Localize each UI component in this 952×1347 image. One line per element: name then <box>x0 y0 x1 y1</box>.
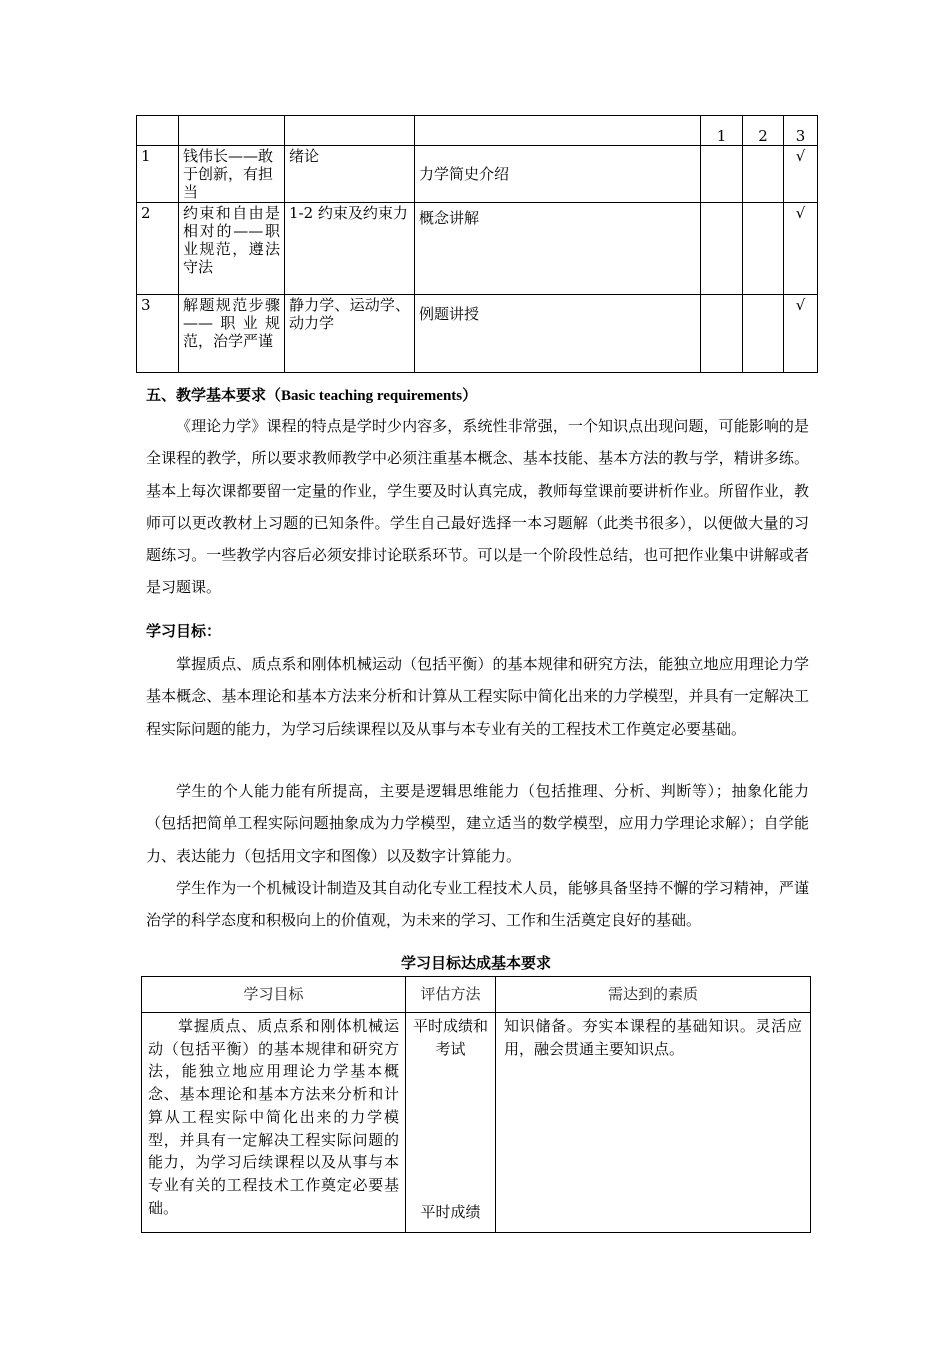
ideology-theme: 约束和自由是相对的——职业规范，遵法守法 <box>179 203 285 295</box>
header-cell: 学习目标 <box>142 977 406 1013</box>
ideology-theme: 解题规范步骤——职业规范，治学严谨 <box>179 295 285 373</box>
header-cell <box>415 116 701 146</box>
teaching-requirements-paragraph: 《理论力学》课程的特点是学时少内容多，系统性非常强，一个知识点出现问题，可能影响的是全课程的教学，所以要求教师教学中必须注重基本概念、基本技能、基本方法的教与学，精讲多练。基本上每次课都要留一定量的作业，学生要及时认真完成，教师每堂课前要讲析作业。所留作业，教师可以更改教材上习题的已知条件。学生自己最好选择一本习题解（此类书很多），以便做大量的习题练习。一些教学内容后必须安排讨论联系环节。可以是一个阶段性总结，也可把作业集中讲解或者是习题课。 <box>146 417 809 597</box>
ideology-theme: 钱伟长——敢于创新，有担当 <box>179 146 285 203</box>
chapter: 绪论 <box>285 146 415 203</box>
header-cell: 评估方法 <box>406 977 496 1013</box>
requirements-table <box>141 976 811 1233</box>
level-1 <box>701 146 743 203</box>
table-row <box>137 295 818 373</box>
table-header-row <box>137 116 818 146</box>
header-cell: 2 <box>743 116 784 146</box>
level-2 <box>743 203 784 295</box>
section-heading-en: （Basic teaching requirements） <box>266 388 478 404</box>
table-header-row <box>142 977 811 1013</box>
header-cell <box>285 116 415 146</box>
check-mark: √ <box>784 203 818 295</box>
check-mark: √ <box>784 295 818 373</box>
header-cell: 1 <box>701 116 743 146</box>
row-number: 2 <box>137 203 179 295</box>
teaching-method: 概念讲解 <box>415 203 701 295</box>
level-1 <box>701 203 743 295</box>
header-cell <box>179 116 285 146</box>
course-ideology-table <box>136 115 818 373</box>
method-top: 平时成绩和考试 <box>412 1017 488 1058</box>
header-cell <box>137 116 179 146</box>
header-cell: 3 <box>784 116 818 146</box>
table-caption: 学习目标达成基本要求 <box>400 954 551 972</box>
level-2 <box>743 146 784 203</box>
chapter: 1-2 约束及约束力 <box>285 203 415 295</box>
learning-goal-paragraph: 学生作为一个机械设计制造及其自动化专业工程技术人员，能够具备坚持不懈的学习精神，严谨治学的科学态度和积极向上的价值观，为未来的学习、工作和生活奠定良好的基础。 <box>146 879 809 930</box>
learning-goal-paragraph: 掌握质点、质点系和刚体机械运动（包括平衡）的基本规律和研究方法，能独立地应用理论力学基本概念、基本理论和基本方法来分析和计算从工程实际中简化出来的力学模型，并具有一定解决工程实际问题的能力，为学习后续课程以及从事与本专业有关的工程技术工作奠定必要基础。 <box>146 655 809 738</box>
learning-goal-paragraph: 学生的个人能力能有所提高，主要是逻辑思维能力（包括推理、分析、判断等）；抽象化能力（包括把简单工程实际问题抽象成为力学模型，建立适当的数学模型，应用力学理论求解）；自学能力、表达能力（包括用文字和图像）以及数字计算能力。 <box>146 782 809 865</box>
chapter: 静力学、运动学、动力学 <box>285 295 415 373</box>
row-number: 1 <box>137 146 179 203</box>
header-cell: 需达到的素质 <box>496 977 811 1013</box>
table-row <box>142 1013 811 1233</box>
check-mark: √ <box>784 146 818 203</box>
table-row <box>137 146 818 203</box>
goal-cell: 掌握质点、质点系和刚体机械运动（包括平衡）的基本规律和研究方法，能独立地应用理论力学基本概念、基本理论和基本方法来分析和计算从工程实际中简化出来的力学模型，并具有一定解决工程实际问题的能力，为学习后续课程以及从事与本专业有关的工程技术工作奠定必要基础。 <box>142 1013 406 1233</box>
section-heading <box>146 384 477 405</box>
level-1 <box>701 295 743 373</box>
section-heading-cn: 五、教学基本要求 <box>146 386 267 404</box>
method-cell <box>406 1013 496 1233</box>
row-number: 3 <box>137 295 179 373</box>
learning-goals-heading: 学习目标： <box>146 622 222 640</box>
teaching-method: 例题讲授 <box>415 295 701 373</box>
method-bottom: 平时成绩 <box>420 1203 481 1222</box>
table-row <box>137 203 818 295</box>
requirement-cell: 知识储备。夯实本课程的基础知识。灵活应用，融会贯通主要知识点。 <box>496 1013 811 1233</box>
teaching-method: 力学简史介绍 <box>415 146 701 203</box>
level-2 <box>743 295 784 373</box>
